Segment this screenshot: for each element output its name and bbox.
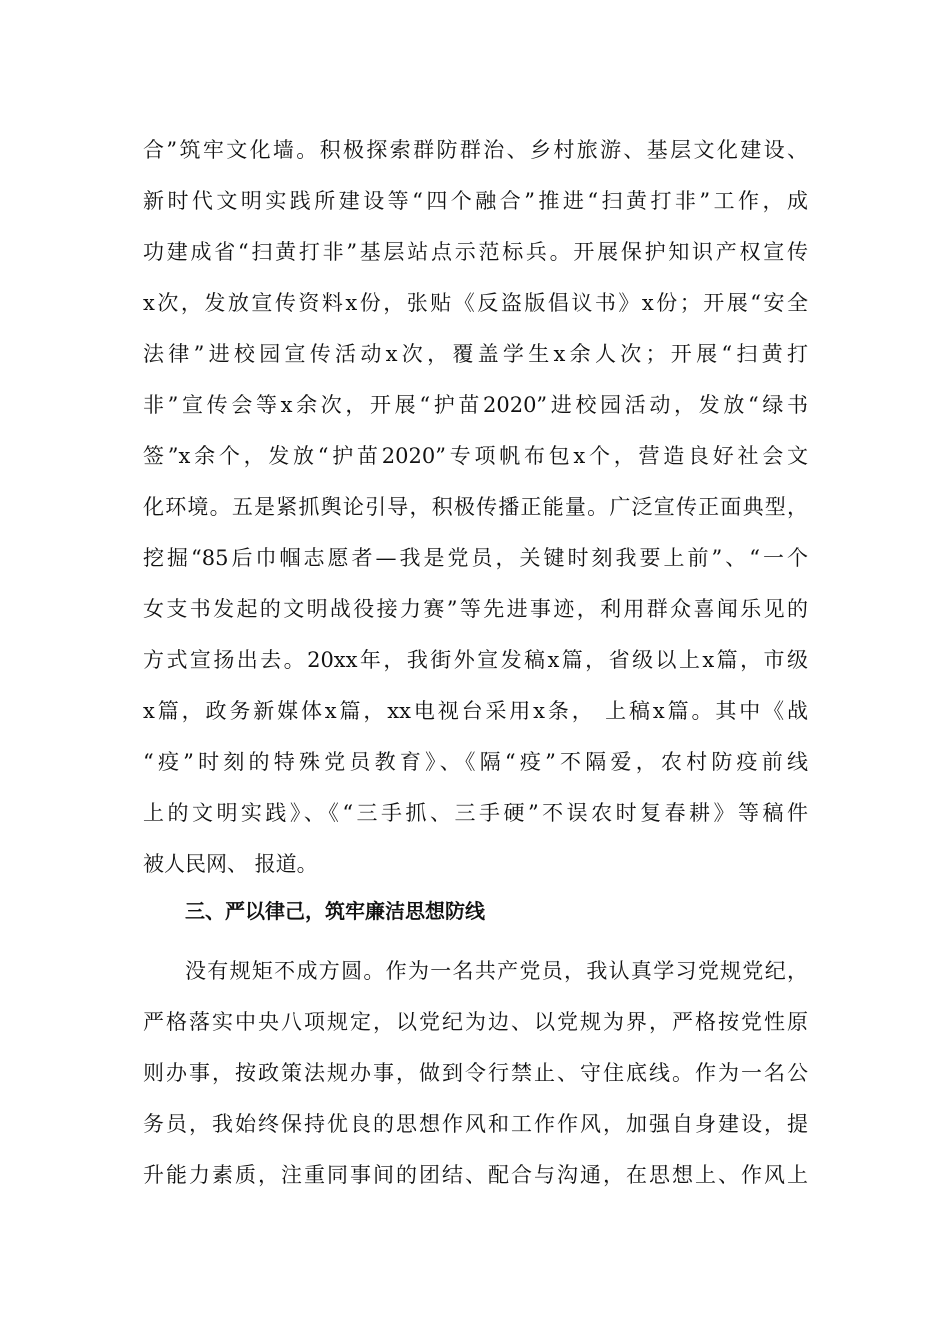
paragraph-line: 务员，我始终保持优良的思想作风和工作作风，加强自身建设，提 (143, 1112, 808, 1136)
paragraph-line: 化环境。五是紧抓舆论引导，积极传播正能量。广泛宣传正面典型， (143, 495, 808, 519)
paragraph-line: 则办事，按政策法规办事，做到令行禁止、守住底线。作为一名公 (143, 1061, 808, 1085)
section-heading: 三、严以律己，筑牢廉洁思想防线 (185, 899, 485, 923)
paragraph-line: 升能力素质，注重同事间的团结、配合与沟通，在思想上、作风上 (143, 1163, 808, 1187)
paragraph-line: 法律”进校园宣传活动x次，覆盖学生x余人次；开展“扫黄打 (143, 342, 808, 366)
paragraph-line: 非”宣传会等x余次，开展“护苗2020”进校园活动，发放“绿书 (143, 393, 808, 417)
paragraph-line: 新时代文明实践所建设等“四个融合”推进“扫黄打非”工作，成 (143, 189, 808, 213)
paragraph-line: “疫”时刻的特殊党员教育》、《隔“疫”不隔爱，农村防疫前线 (143, 750, 808, 774)
paragraph-line: 没有规矩不成方圆。作为一名共产党员，我认真学习党规党纪， (185, 959, 808, 983)
paragraph-line: 女支书发起的文明战役接力赛”等先进事迹，利用群众喜闻乐见的 (143, 597, 808, 621)
paragraph-line: x次，发放宣传资料x份，张贴《反盗版倡议书》x份；开展“安全 (143, 291, 808, 315)
paragraph-line: 功建成省“扫黄打非”基层站点示范标兵。开展保护知识产权宣传 (143, 240, 808, 264)
paragraph-line: 上的文明实践》、《“三手抓、三手硬”不误农时复春耕》等稿件 (143, 801, 808, 825)
paragraph-line: 方式宣扬出去。20xx年，我街外宣发稿x篇，省级以上x篇，市级 (143, 648, 808, 672)
paragraph-line: 被人民网、 报道。 (143, 852, 318, 876)
paragraph-line: 挖掘“85后巾帼志愿者—我是党员，关键时刻我要上前”、“一个 (143, 546, 808, 570)
paragraph-line: x篇，政务新媒体x篇，xx电视台采用x条， 上稿x篇。其中《战 (143, 699, 808, 723)
paragraph-line: 严格落实中央八项规定，以党纪为边、以党规为界，严格按党性原 (143, 1010, 808, 1034)
paragraph-line: 合”筑牢文化墙。积极探索群防群治、乡村旅游、基层文化建设、 (143, 138, 808, 162)
paragraph-line: 签”x余个，发放“护苗2020”专项帆布包x个，营造良好社会文 (143, 444, 808, 468)
